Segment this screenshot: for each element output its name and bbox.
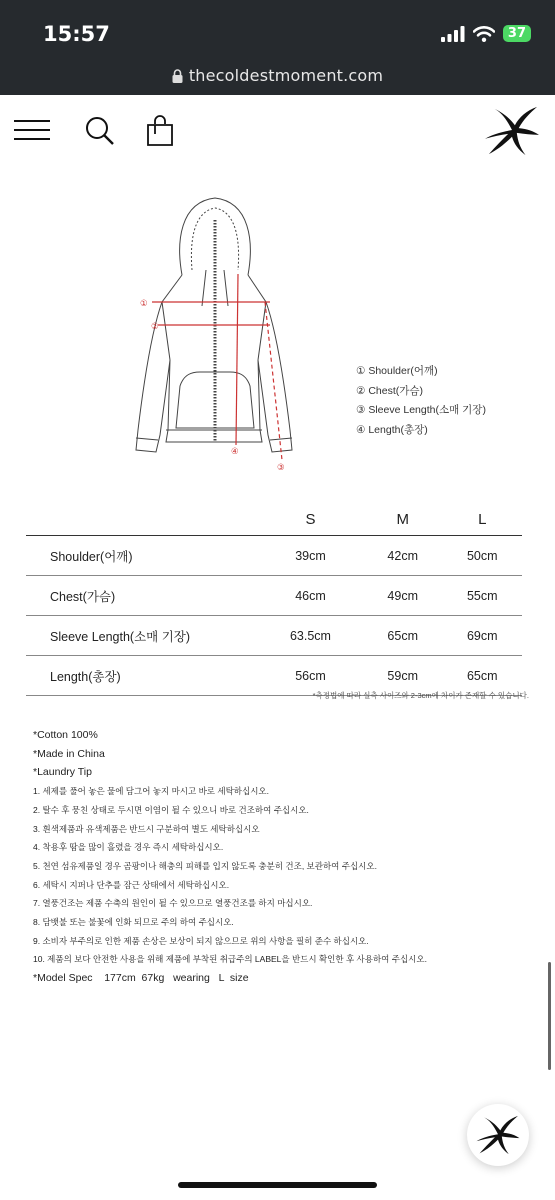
signal-icon <box>441 26 465 42</box>
diagram-label-1: ① <box>140 299 148 309</box>
legend-shoulder: ① Shoulder(어깨) <box>356 365 438 377</box>
hoodie-measurement-diagram <box>120 190 300 475</box>
laundry-tip: 9. 소비자 부주의로 인한 제품 손상은 보상이 되지 않으므로 위의 사항을 필히 준수 하십시오. <box>33 935 369 946</box>
laundry-tip: 2. 탈수 후 뭉친 상태로 두시면 이염이 될 수 있으니 바로 건조하여 주십시오. <box>33 804 309 815</box>
table-row <box>26 576 522 616</box>
cell-value: 65cm <box>442 656 522 696</box>
row-label: Length(총장) <box>26 656 258 696</box>
cell-value: 69cm <box>442 616 522 656</box>
laundry-tip: 3. 흰색제품과 유색제품은 반드시 구분하여 별도 세탁하십시오 <box>33 823 260 834</box>
laundry-tip: 6. 세탁시 지퍼나 단추를 잠근 상태에서 세탁하십시오. <box>33 879 230 890</box>
cell-value: 63.5cm <box>258 616 363 656</box>
legend-sleeve-length: ③ Sleeve Length(소매 기장) <box>356 404 486 416</box>
header-size-s: S <box>258 503 363 536</box>
shopping-bag-icon[interactable] <box>146 115 174 147</box>
cell-value: 50cm <box>442 536 522 576</box>
cell-value: 49cm <box>363 576 443 616</box>
laundry-tip: 1. 세제를 풀어 놓은 물에 담그어 놓지 마시고 바로 세탁하십시오. <box>33 786 269 797</box>
lock-icon <box>172 69 183 83</box>
system-icons <box>441 25 531 42</box>
laundry-tip: 4. 착용후 땀을 많이 흘렸을 경우 즉시 세탁하십시오. <box>33 842 224 853</box>
battery-indicator: 37 <box>503 25 531 42</box>
site-header <box>0 95 555 167</box>
url-bar[interactable] <box>0 66 555 85</box>
scrollbar[interactable] <box>548 962 551 1070</box>
url-text: thecoldestmoment.com <box>188 66 384 85</box>
laundry-tip: 5. 천연 섬유제품일 경우 곰팡이나 해충의 피해를 입지 않도록 충분히 건조, 보관하여 주십시오. <box>33 860 377 871</box>
cell-value: 56cm <box>258 656 363 696</box>
cell-value: 42cm <box>363 536 443 576</box>
starfish-logo-icon <box>475 1114 521 1156</box>
laundry-tip: 7. 열풍건조는 제품 수축의 원인이 될 수 있으므로 열풍건조를 하지 마십시오. <box>33 898 313 909</box>
measurement-legend <box>356 362 486 440</box>
cell-value: 46cm <box>258 576 363 616</box>
wifi-icon <box>473 26 495 42</box>
cell-value: 59cm <box>363 656 443 696</box>
floating-logo-button[interactable] <box>467 1104 529 1166</box>
laundry-tip: 10. 제품의 보다 안전한 사용을 위해 제품에 부착된 취급주의 LABEL을 반드시 확인한 후 사용하여 주십시오. <box>33 954 427 965</box>
starfish-logo-icon[interactable] <box>483 105 541 157</box>
header-size-l: L <box>442 503 522 536</box>
table-row <box>26 536 522 576</box>
search-icon[interactable] <box>85 116 115 146</box>
measurement-note: *측정법에 따라 실측 사이즈와 2-3cm에 차이가 존재할 수 있습니다. <box>312 691 529 700</box>
info-model-spec: *Model Spec 177cm 67kg wearing L size <box>33 972 249 985</box>
info-made-in: *Made in China <box>33 747 105 760</box>
laundry-tip: 8. 담뱃불 또는 불꽃에 인화 되므로 주의 하여 주십시오. <box>33 917 234 928</box>
table-row <box>26 616 522 656</box>
hamburger-icon[interactable] <box>14 120 50 140</box>
header-size-m: M <box>363 503 443 536</box>
diagram-label-2: ② <box>151 322 159 332</box>
status-time: 15:57 <box>43 22 110 46</box>
row-label: Shoulder(어깨) <box>26 536 258 576</box>
status-bar <box>0 0 555 95</box>
info-laundry-heading: *Laundry Tip <box>33 766 92 779</box>
cell-value: 65cm <box>363 616 443 656</box>
row-label: Chest(가슴) <box>26 576 258 616</box>
home-indicator[interactable] <box>178 1182 377 1188</box>
diagram-label-3: ③ <box>277 463 285 473</box>
size-table-header <box>26 503 522 536</box>
cell-value: 39cm <box>258 536 363 576</box>
product-info <box>33 726 427 988</box>
cell-value: 55cm <box>442 576 522 616</box>
legend-chest: ② Chest(가슴) <box>356 384 424 397</box>
legend-length: ④ Length(총장) <box>356 423 428 436</box>
info-cotton: *Cotton 100% <box>33 729 98 741</box>
row-label: Sleeve Length(소매 기장) <box>26 616 258 656</box>
size-table <box>26 503 522 696</box>
diagram-label-4: ④ <box>231 447 239 457</box>
header-empty <box>26 503 258 536</box>
